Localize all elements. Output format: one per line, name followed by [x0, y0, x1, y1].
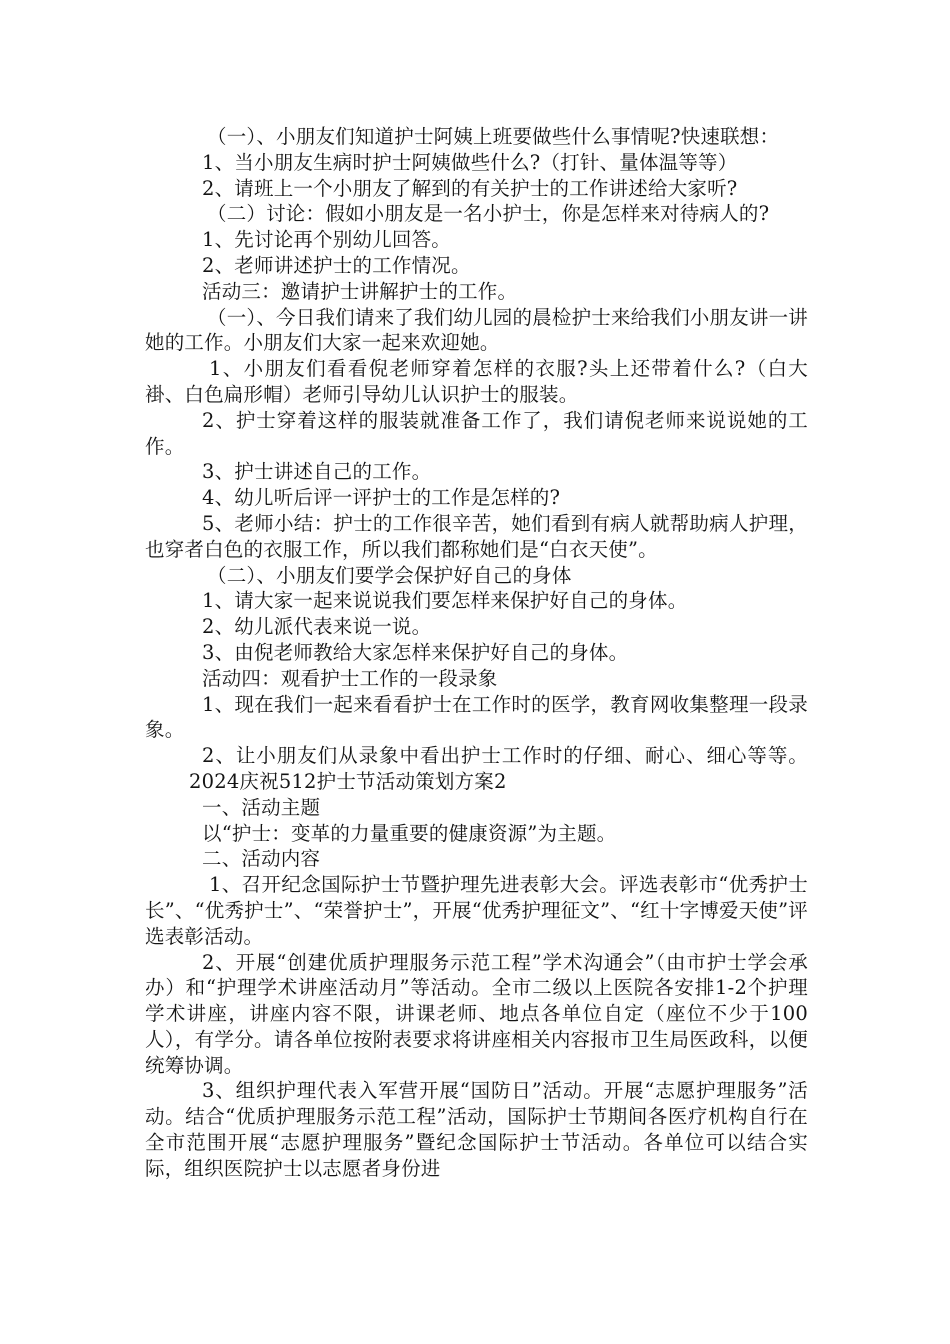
list-item: 2、请班上一个小朋友了解到的有关护士的工作讲述给大家听? — [202, 176, 738, 200]
list-item: 2、幼儿派代表来说一说。 — [202, 615, 432, 639]
list-item: 1、先讨论再个别幼儿回答。 — [202, 228, 452, 252]
paragraph: 以“护士：变革的力量重要的健康资源”为主题。 — [202, 821, 617, 845]
list-item: 5、老师小结：护士的工作很辛苦，她们看到有病人就帮助病人护理，也穿者白色的衣服工作，所以我们都称她们是“白衣天使”。 — [145, 511, 808, 561]
list-item: 1、召开纪念国际护士节暨护理先进表彰大会。评选表彰市“优秀护士长”、“优秀护士”、“荣誉护士”，开展“优秀护理征文”、“红十字博爱天使”评选表彰活动。 — [145, 873, 808, 948]
section-heading: （二）、小朋友们要学会保护好自己的身体 — [207, 563, 572, 587]
list-item: 1、现在我们一起来看看护士在工作时的医学，教育网收集整理一段录象。 — [145, 692, 808, 742]
list-item: 3、由倪老师教给大家怎样来保护好自己的身体。 — [202, 640, 629, 664]
list-item: 3、护士讲述自己的工作。 — [202, 460, 432, 484]
list-item: 1、请大家一起来说说我们要怎样来保护好自己的身体。 — [202, 589, 688, 613]
list-item: 4、幼儿听后评一评护士的工作是怎样的? — [202, 486, 561, 510]
list-item: 2、老师讲述护士的工作情况。 — [202, 253, 471, 277]
activity-heading: 活动三：邀请护士讲解护士的工作。 — [202, 279, 518, 303]
list-item: 3、组织护理代表入军营开展“国防日”活动。开展“志愿护理服务”活动。结合“优质护理服务示范工程”活动，国际护士节期间各医疗机构自行在全市范围开展“志愿护理服务”暨纪念国际护士节活动。各单位可以结合实际，组织医院护士以志愿者身份进 — [145, 1079, 808, 1180]
list-item: 2、护士穿着这样的服装就准备工作了，我们请倪老师来说说她的工作。 — [145, 408, 808, 458]
section-heading: 二、活动内容 — [202, 847, 321, 871]
list-item: 2、开展“创建优质护理服务示范工程”学术沟通会”（由市护士学会承办）和“护理学术讲座活动月”等活动。全市二级以上医院各安排1-2个护理学术讲座，讲座内容不限，讲课老师、地点各单位自定（座位不少于100人），有学分。请各单位按附表要求将讲座相关内容报市卫生局医政科，以便统筹协调。 — [145, 950, 808, 1077]
section-heading: （二）讨论：假如小朋友是一名小护士，你是怎样来对待病人的? — [207, 202, 770, 226]
section-heading: 一、活动主题 — [202, 795, 321, 819]
section-heading: （一）、小朋友们知道护士阿姨上班要做些什么事情呢?快速联想： — [207, 125, 780, 148]
list-item: 1、当小朋友生病时护士阿姨做些什么?（打针、量体温等等） — [202, 150, 738, 174]
section-heading: （一）、今日我们请来了我们幼儿园的晨检护士来给我们小朋友讲一讲她的工作。小朋友们大家一起来欢迎她。 — [145, 305, 808, 355]
list-item — [145, 743, 808, 795]
activity-heading: 活动四：观看护士工作的一段录象 — [202, 666, 498, 690]
list-item: 1、小朋友们看看倪老师穿着怎样的衣服?头上还带着什么?（白大褂、白色扁形帽）老师引导幼儿认识护士的服装。 — [145, 357, 808, 406]
list-item-text: 2、让小朋友们从录象中看出护士工作时的仔细、耐心、细心等等。 — [202, 744, 808, 768]
document-body — [145, 124, 808, 1182]
plan-title: 2024庆祝512护士节活动策划方案2 — [189, 769, 507, 793]
